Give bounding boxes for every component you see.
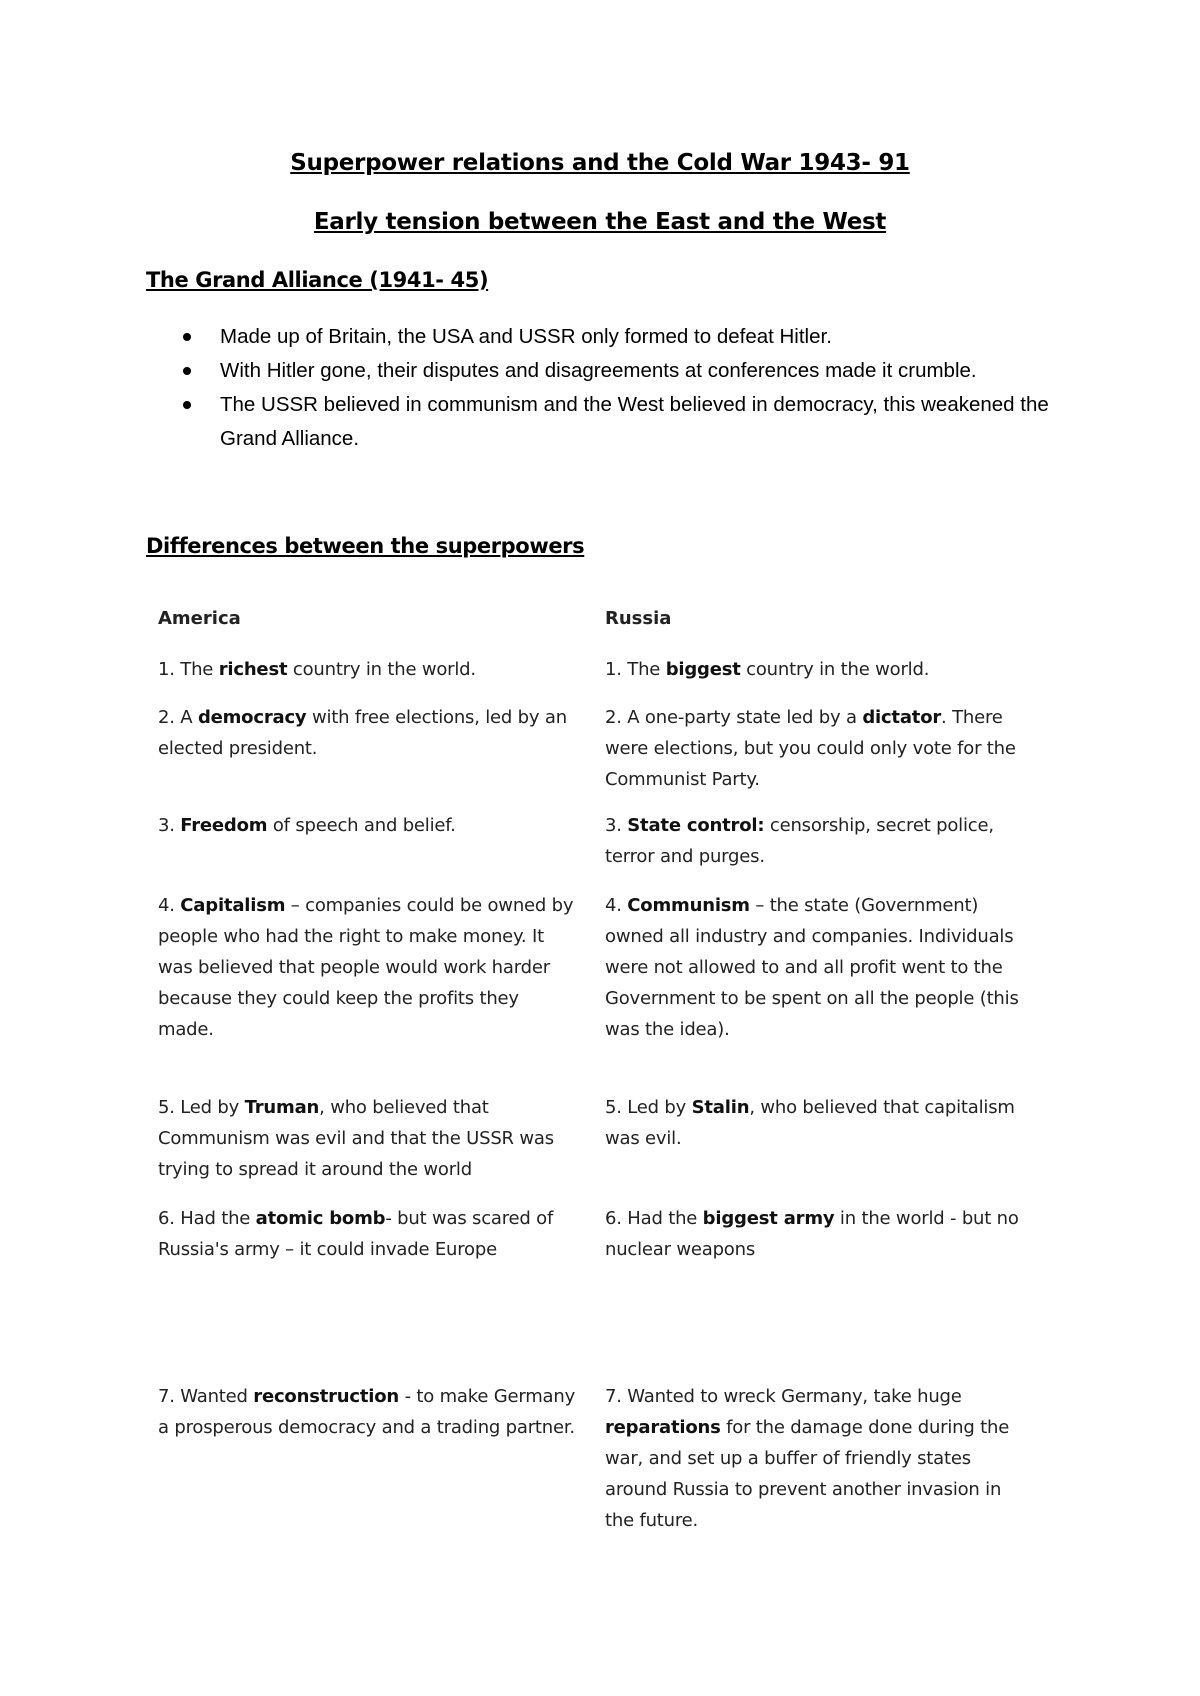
russia-item-1: 1. The biggest country in the world. xyxy=(605,659,930,680)
america-item-3: 3. Freedom of speech and belief. xyxy=(158,815,456,836)
russia-item-2: 2. A one-party state led by a dictator. There were elections, but you could only vote for the Communist Party. xyxy=(605,707,1016,790)
america-item-7: 7. Wanted reconstruction - to make Germany a prosperous democracy and a trading partner. xyxy=(158,1386,576,1438)
bullet-item xyxy=(146,388,1076,456)
america-item-5: 5. Led by Truman, who believed that Communism was evil and that the USSR was trying to spread it around the world xyxy=(158,1097,554,1180)
america-item-2: 2. A democracy with free elections, led by an elected president. xyxy=(158,707,567,759)
russia-item-4: 4. Communism – the state (Government) owned all industry and companies. Individuals were not allowed to and all profit went to the Government to be spent on all the people (this was the idea). xyxy=(605,895,1019,1040)
differences-heading: Differences between the superpowers xyxy=(146,534,585,558)
russia-item-6: 6. Had the biggest army in the world - but no nuclear weapons xyxy=(605,1208,1019,1260)
bullet-item xyxy=(146,354,1076,388)
bullet-text: Made up of Britain, the USA and USSR only formed to defeat Hitler. xyxy=(220,325,832,348)
bullet-item xyxy=(146,320,1076,354)
bullet-icon xyxy=(183,401,191,409)
bullet-icon xyxy=(183,367,191,375)
grand-alliance-bullet-list xyxy=(146,320,1076,456)
russia-item-3: 3. State control: censorship, secret police, terror and purges. xyxy=(605,815,994,867)
bullet-text: The USSR believed in communism and the West believed in democracy, this weakened the Grand Alliance. xyxy=(220,393,1049,450)
document-title: Superpower relations and the Cold War 1943- 91 xyxy=(290,150,910,176)
grand-alliance-heading: The Grand Alliance (1941- 45) xyxy=(146,268,489,292)
russia-column-heading: Russia xyxy=(605,608,672,629)
america-item-4: 4. Capitalism – companies could be owned by people who had the right to make money. It was believed that people would work harder because they could keep the profits they made. xyxy=(158,895,574,1040)
america-item-6: 6. Had the atomic bomb- but was scared of Russia's army – it could invade Europe xyxy=(158,1208,554,1260)
russia-item-7: 7. Wanted to wreck Germany, take huge reparations for the damage done during the war, and set up a buffer of friendly states around Russia to prevent another invasion in the future. xyxy=(605,1386,1010,1531)
bullet-icon xyxy=(183,333,191,341)
america-column-heading: America xyxy=(158,608,241,629)
document-subtitle: Early tension between the East and the West xyxy=(313,209,887,235)
russia-item-5: 5. Led by Stalin, who believed that capitalism was evil. xyxy=(605,1097,1015,1149)
bullet-text: With Hitler gone, their disputes and disagreements at conferences made it crumble. xyxy=(220,359,977,382)
america-item-1: 1. The richest country in the world. xyxy=(158,659,476,680)
